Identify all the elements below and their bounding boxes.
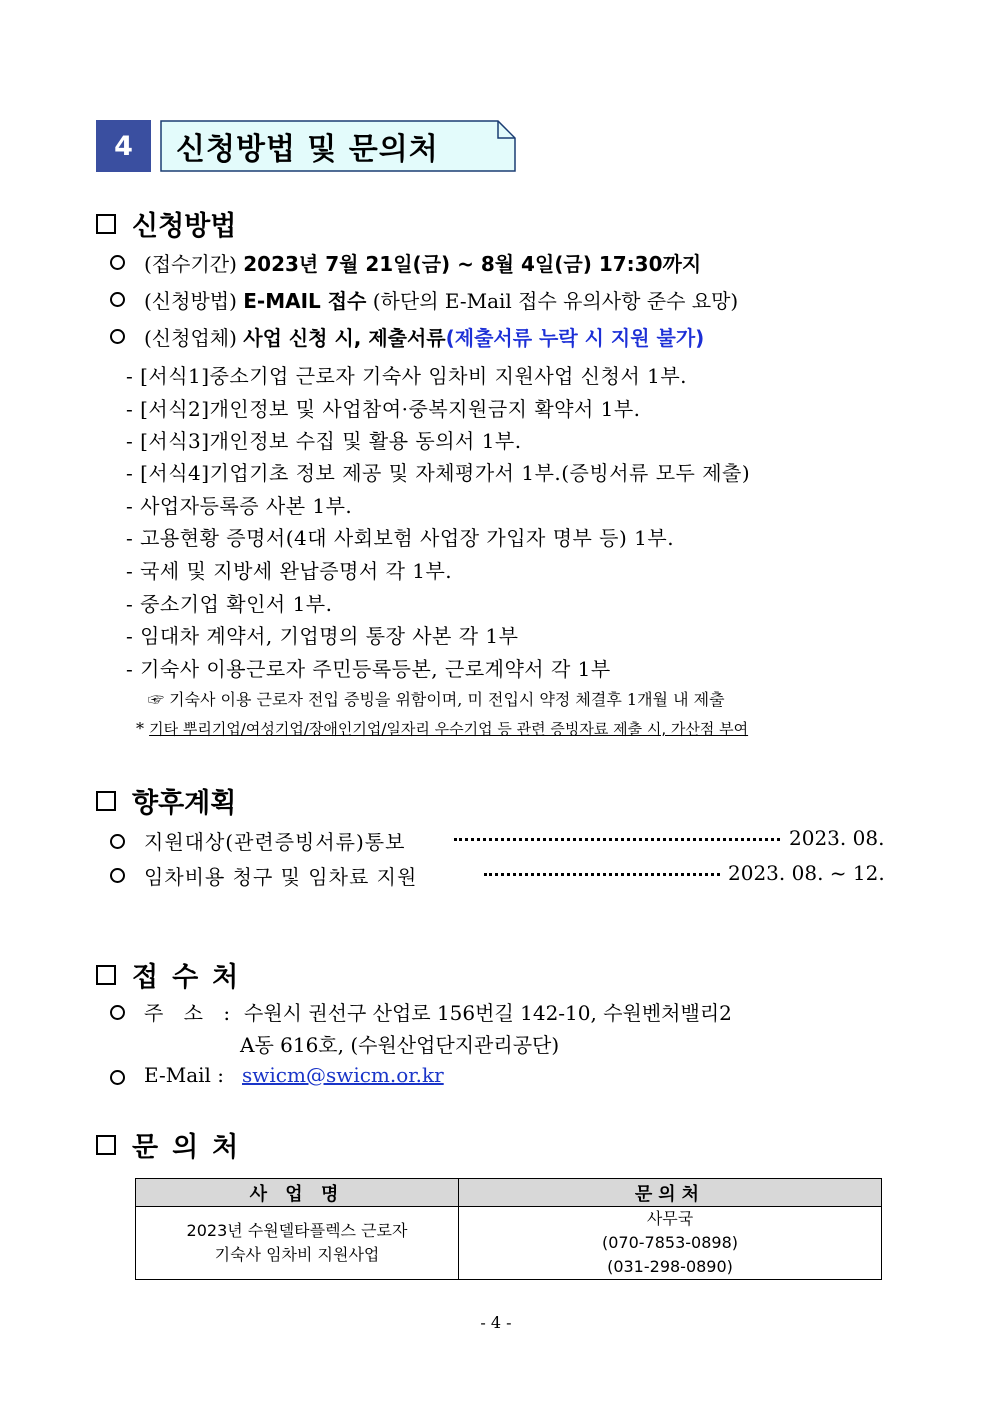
circle-bullet-icon <box>110 329 125 344</box>
apply-heading: 신청방법 <box>96 204 236 243</box>
document-item: - [서식2]개인정보 및 사업참여·중복지원금지 확약서 1부. <box>126 397 641 421</box>
document-item: - [서식1]중소기업 근로자 기숙사 임차비 지원사업 신청서 1부. <box>126 364 688 388</box>
business-name-line: 2023년 수원델타플렉스 근로자 <box>186 1221 408 1240</box>
plan-heading: 향후계획 <box>96 781 236 820</box>
circle-bullet-icon <box>110 292 125 307</box>
document-item: - 기숙사 이용근로자 주민등록등본, 근로계약서 각 1부 <box>126 657 611 681</box>
circle-bullet-icon <box>110 1070 125 1085</box>
inquiry-table <box>135 1178 882 1280</box>
checkbox-square-icon <box>96 965 116 985</box>
table-header: 문의처 <box>459 1179 882 1207</box>
table-header: 사 업 명 <box>136 1179 459 1207</box>
email-link[interactable]: swicm@swicm.or.kr <box>242 1063 444 1087</box>
circle-bullet-icon <box>110 255 125 270</box>
circle-bullet-icon <box>110 1005 125 1020</box>
document-item: - 고용현황 증명서(4대 사회보험 사업장 가입자 명부 등) 1부. <box>126 526 675 550</box>
inquiry-heading: 문의처 <box>96 1125 252 1164</box>
address-label: 주 소 : <box>144 1001 231 1025</box>
business-name-cell <box>136 1207 459 1280</box>
checkbox-square-icon <box>96 791 116 811</box>
email-label: E-Mail : <box>144 1063 225 1087</box>
contact-phone: (070-7853-0898) <box>601 1233 738 1252</box>
reception-heading: 접수처 <box>96 955 252 994</box>
section-title: 신청방법 및 문의처 <box>176 132 439 167</box>
document-item: - 중소기업 확인서 1부. <box>126 592 333 616</box>
document-item: - 국세 및 지방세 완납증명서 각 1부. <box>126 559 453 583</box>
table-header-row <box>136 1179 882 1207</box>
plan-item-label: 임차비용 청구 및 임차료 지원 <box>144 865 418 889</box>
page-number: - 4 - <box>480 1313 512 1332</box>
circle-bullet-icon <box>110 834 125 849</box>
contact-office: 사무국 <box>646 1209 694 1228</box>
apply-item-method: (신청방법) E-MAIL 접수 (하단의 E-Mail 접수 유의사항 준수 요망) <box>144 289 739 313</box>
section-title-box <box>160 120 516 172</box>
document-item: - [서식3]개인정보 수집 및 활용 동의서 1부. <box>126 429 522 453</box>
document-item: - [서식4]기업기초 정보 제공 및 자체평가서 1부.(증빙서류 모두 제출) <box>126 461 751 485</box>
document-item: - 사업자등록증 사본 1부. <box>126 494 353 518</box>
plan-item-label: 지원대상(관련증빙서류)통보 <box>144 830 406 854</box>
address-line-2: A동 616호, (수원산업단지관리공단) <box>240 1033 560 1057</box>
table-row <box>136 1207 882 1280</box>
contact-phone: (031-298-0890) <box>607 1257 733 1276</box>
contact-cell <box>459 1207 882 1280</box>
address-line-1: 수원시 권선구 산업로 156번길 142-10, 수원벤처밸리2 <box>244 1001 732 1025</box>
document-item: - 임대차 계약서, 기업명의 통장 사본 각 1부 <box>126 624 519 648</box>
dotted-leader <box>454 838 780 841</box>
transfer-note: ☞ 기숙사 이용 근로자 전입 증빙을 위함이며, 미 전입시 약정 체결후 1개월 내 제출 <box>148 690 725 709</box>
plan-item-date: 2023. 08. <box>789 826 885 850</box>
business-name-line: 기숙사 임차비 지원사업 <box>214 1245 380 1264</box>
apply-item-period: (접수기간) 2023년 7월 21일(금) ~ 8월 4일(금) 17:30까지 <box>144 252 702 276</box>
circle-bullet-icon <box>110 868 125 883</box>
apply-item-company: (신청업체) 사업 신청 시, 제출서류(제출서류 누락 시 지원 불가) <box>144 326 705 350</box>
checkbox-square-icon <box>96 1135 116 1155</box>
bonus-note: * 기타 뿌리기업/여성기업/장애인기업/일자리 우수기업 등 관련 증빙자료 제출 시, 가산점 부여 <box>136 719 749 738</box>
plan-item-date: 2023. 08. ~ 12. <box>728 861 885 885</box>
dotted-leader <box>484 873 720 876</box>
checkbox-square-icon <box>96 214 116 234</box>
section-number-badge: 4 <box>96 120 151 172</box>
